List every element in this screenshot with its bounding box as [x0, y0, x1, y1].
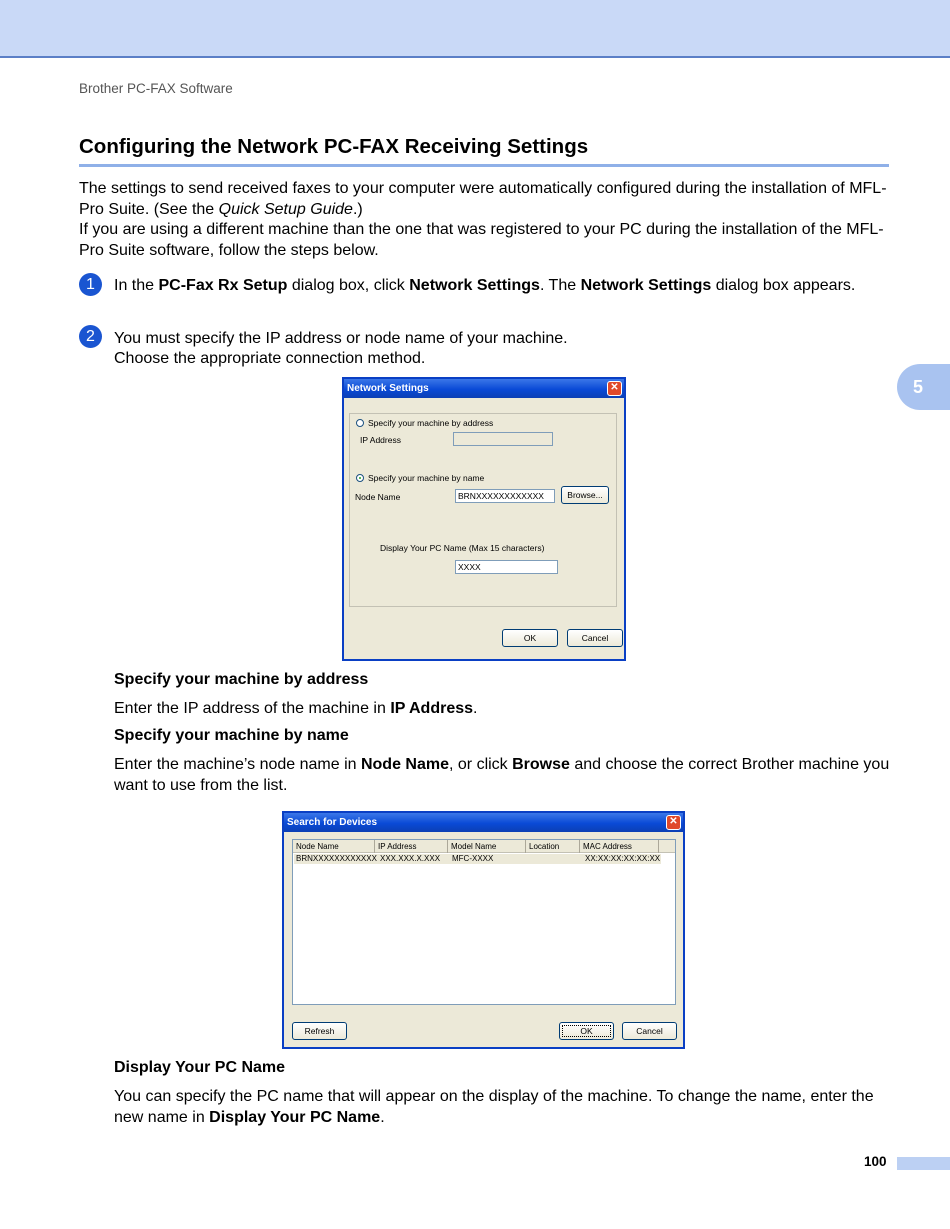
- pc-name-heading: Display Your PC Name: [114, 1059, 286, 1076]
- radio-by-address-label: Specify your machine by address: [368, 418, 494, 428]
- by-address-heading: Specify your machine by address: [114, 671, 369, 688]
- step-1-text: In the PC-Fax Rx Setup dialog box, click Network Settings. The Network Settings dialog box appears.: [114, 277, 856, 294]
- by-name-text: Enter the machine’s node name in Node Name, or click Browse and choose the correct Brother machine you want to use from the list.: [114, 756, 890, 794]
- step-1-number: 1: [79, 273, 102, 296]
- intro-paragraph-1: The settings to send received faxes to your computer were automatically configured during the installation of MFL-Pro Suite. (See the Quick Setup Guide.): [79, 180, 887, 218]
- cell-mac-address: XX:XX:XX:XX:XX:XX: [585, 854, 661, 863]
- step-2-line-1: You must specify the IP address or node name of your machine.: [114, 330, 568, 347]
- cell-ip-address: XXX.XXX.X.XXX: [380, 854, 441, 863]
- column-model-name[interactable]: Model Name: [448, 840, 526, 853]
- ip-address-label: IP Address: [360, 435, 401, 445]
- column-ip-address[interactable]: IP Address: [375, 840, 448, 853]
- chapter-tab: 5: [897, 364, 950, 410]
- radio-by-name[interactable]: [356, 474, 364, 482]
- cancel-button[interactable]: Cancel: [567, 629, 623, 647]
- device-list-header: [293, 840, 675, 853]
- node-name-field[interactable]: BRNXXXXXXXXXXXX: [455, 489, 555, 503]
- search-devices-title: Search for Devices: [287, 817, 378, 828]
- title-rule: [79, 164, 889, 167]
- by-address-text: Enter the IP address of the machine in IP Address.: [114, 700, 478, 717]
- pc-name-text: You can specify the PC name that will appear on the display of the machine. To change the name, enter the new name in Display Your PC Name.: [114, 1088, 874, 1126]
- cancel-button[interactable]: Cancel: [622, 1022, 677, 1040]
- pc-name-field[interactable]: XXXX: [455, 560, 558, 574]
- intro-paragraph-2: If you are using a different machine than the one that was registered to your PC during the installation of the MFL-Pro Suite software, follow the steps below.: [79, 221, 884, 259]
- column-mac-address[interactable]: MAC Address: [580, 840, 659, 853]
- running-head: Brother PC-FAX Software: [79, 81, 233, 96]
- by-name-heading: Specify your machine by name: [114, 727, 349, 744]
- ok-button[interactable]: OK: [502, 629, 558, 647]
- step-2-number: 2: [79, 325, 102, 348]
- column-node-name[interactable]: Node Name: [293, 840, 375, 853]
- refresh-button[interactable]: Refresh: [292, 1022, 347, 1040]
- ok-button[interactable]: OK: [559, 1022, 614, 1040]
- radio-by-address[interactable]: [356, 419, 364, 427]
- page-footer-bar: [897, 1157, 950, 1170]
- device-list[interactable]: [292, 839, 676, 1005]
- column-location[interactable]: Location: [526, 840, 580, 853]
- page-number: 100: [864, 1154, 887, 1169]
- quick-setup-guide-ref: Quick Setup Guide: [218, 200, 353, 218]
- search-devices-titlebar: [284, 813, 683, 832]
- pc-name-label: Display Your PC Name (Max 15 characters): [380, 543, 545, 553]
- radio-by-name-label: Specify your machine by name: [368, 473, 485, 483]
- step-2-line-2: Choose the appropriate connection method.: [114, 350, 426, 367]
- close-icon[interactable]: ✕: [607, 381, 622, 396]
- browse-button[interactable]: Browse...: [561, 486, 609, 504]
- section-title: Configuring the Network PC-FAX Receiving Settings: [79, 135, 589, 158]
- header-band: [0, 0, 950, 58]
- cell-model-name: MFC-XXXX: [452, 854, 494, 863]
- node-name-label: Node Name: [355, 492, 401, 502]
- table-row[interactable]: [294, 854, 661, 864]
- network-settings-titlebar: [344, 379, 624, 398]
- network-settings-title: Network Settings: [347, 383, 429, 394]
- cell-node-name: BRNXXXXXXXXXXXX: [296, 854, 377, 863]
- ip-address-field[interactable]: [453, 432, 553, 446]
- search-devices-dialog: [282, 811, 685, 1049]
- network-settings-dialog: [342, 377, 626, 661]
- close-icon[interactable]: ✕: [666, 815, 681, 830]
